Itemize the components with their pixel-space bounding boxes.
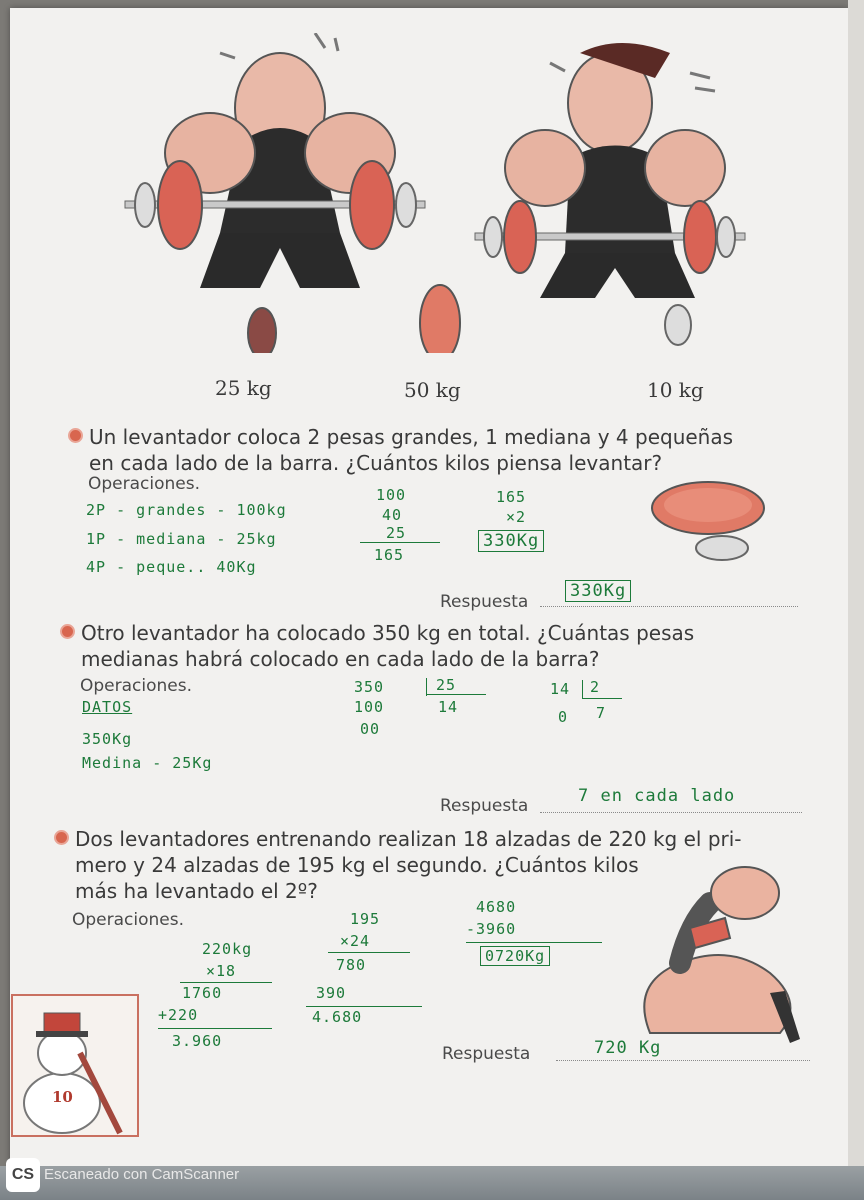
p3-m1-rule2 — [158, 1028, 272, 1029]
problem2-answer-line — [540, 812, 802, 813]
problem2-question — [60, 620, 694, 672]
problem1-question — [68, 424, 733, 476]
p1-sum-result: 165 — [374, 546, 405, 564]
p2-div1-sub: 100 — [354, 698, 385, 716]
problem2-line2: medianas habrá colocado en cada lado de la barra? — [81, 647, 600, 671]
weight-label-10: 10 kg — [647, 378, 704, 402]
camscanner-watermark: Escaneado con CamScanner — [44, 1166, 240, 1183]
p1-mul-b: ×2 — [506, 508, 527, 526]
p2-div2-quotient: 7 — [596, 704, 607, 722]
p3-m2-b: ×24 — [340, 932, 371, 950]
problem2-answer-label: Respuesta — [440, 796, 529, 816]
p3-m1-a: 220kg — [202, 940, 253, 958]
plate-large — [248, 308, 276, 353]
bullet-icon — [68, 428, 83, 443]
p1-sum-rule — [360, 542, 440, 543]
p3-m2-p1: 780 — [336, 956, 367, 974]
p3-m2-rule2 — [306, 1006, 422, 1007]
p3-m1-b: ×18 — [206, 962, 237, 980]
problem3-operations-label: Operaciones. — [72, 910, 185, 930]
p3-m1-rule1 — [180, 982, 272, 983]
weight-label-50: 50 kg — [404, 378, 461, 402]
p2-div2-rest: 0 — [558, 708, 569, 726]
problem3-line3: más ha levantado el 2º? — [75, 879, 318, 903]
p1-hw-line2: 1P - mediana - 25kg — [86, 530, 277, 548]
problem3-line2: mero y 24 alzadas de 195 kg el segundo. ¿Cuántos kilos — [75, 853, 639, 877]
p3-m1-p1: 1760 — [182, 984, 223, 1002]
p1-sum-a: 100 — [376, 486, 407, 504]
p1-mul-a: 165 — [496, 488, 527, 506]
flexed-arm-illustration — [620, 863, 810, 1048]
p3-m2-a: 195 — [350, 910, 381, 928]
lifter-right — [475, 43, 745, 298]
camscanner-logo-icon: CS — [6, 1158, 40, 1192]
problem3-answer-label: Respuesta — [442, 1044, 531, 1064]
problem1-answer: 330Kg — [565, 580, 631, 602]
p2-mediana: Medina - 25Kg — [82, 754, 213, 772]
weight-label-25: 25 kg — [215, 376, 272, 400]
p2-div2-dividend: 14 — [550, 680, 571, 698]
problem1-operations-label: Operaciones. — [88, 474, 201, 494]
problem1-answer-line — [540, 606, 798, 607]
bullet-icon — [60, 624, 75, 639]
p3-sub-a: 4680 — [476, 898, 517, 916]
problem3-answer: 720 Kg — [594, 1038, 662, 1058]
plates-illustration — [650, 478, 770, 568]
p3-m1-result: 3.960 — [172, 1032, 223, 1050]
p2-div1-rest: 00 — [360, 720, 381, 738]
p1-mul-result: 330Kg — [478, 530, 544, 552]
problem2-line1: Otro levantador ha colocado 350 kg en total. ¿Cuántas pesas — [81, 621, 695, 645]
p2-div2-rule — [582, 698, 622, 699]
p3-sub-b: -3960 — [466, 920, 517, 938]
weightlifters-illustration — [110, 33, 770, 353]
p2-div1-quotient: 14 — [438, 698, 459, 716]
worksheet-page — [10, 8, 848, 1166]
problem1-line2: en cada lado de la barra. ¿Cuántos kilos piensa levantar? — [89, 451, 663, 475]
bullet-icon — [54, 830, 69, 845]
plate-medium — [420, 285, 460, 353]
p1-sum-c: 25 — [386, 524, 407, 542]
p3-m2-result: 4.680 — [312, 1008, 363, 1026]
page-number: 10 — [52, 1088, 73, 1106]
problem3-line1: Dos levantadores entrenando realizan 18 alzadas de 220 kg el pri- — [75, 827, 742, 851]
p3-m1-p2: +220 — [158, 1006, 199, 1024]
p2-datos: DATOS — [82, 698, 133, 716]
p3-sub-result: 0720Kg — [480, 946, 550, 966]
p1-hw-line3: 4P - peque.. 40Kg — [86, 558, 257, 576]
lifter-left — [125, 33, 425, 288]
p3-m2-rule1 — [328, 952, 410, 953]
p3-m2-p2: 390 — [316, 984, 347, 1002]
p2-div1-divisor: 25 — [436, 676, 457, 694]
problem1-line1: Un levantador coloca 2 pesas grandes, 1 mediana y 4 pequeñas — [89, 425, 734, 449]
scan-edge — [848, 0, 864, 1200]
plate-small — [665, 305, 691, 345]
p1-sum-b: 40 — [382, 506, 403, 524]
p2-div1-rule — [426, 694, 486, 695]
p2-div2-divisor: 2 — [590, 678, 601, 696]
p2-div1-dividend: 350 — [354, 678, 385, 696]
problem2-answer: 7 en cada lado — [578, 786, 736, 806]
p1-hw-line1: 2P - grandes - 100kg — [86, 501, 287, 519]
p2-total: 350Kg — [82, 730, 133, 748]
problem3-answer-line — [556, 1060, 810, 1061]
snowman-illustration — [10, 993, 140, 1138]
problem2-operations-label: Operaciones. — [80, 676, 193, 696]
p2-div2-bracket — [582, 680, 583, 698]
p3-sub-rule — [466, 942, 602, 943]
problem1-answer-label: Respuesta — [440, 592, 529, 612]
